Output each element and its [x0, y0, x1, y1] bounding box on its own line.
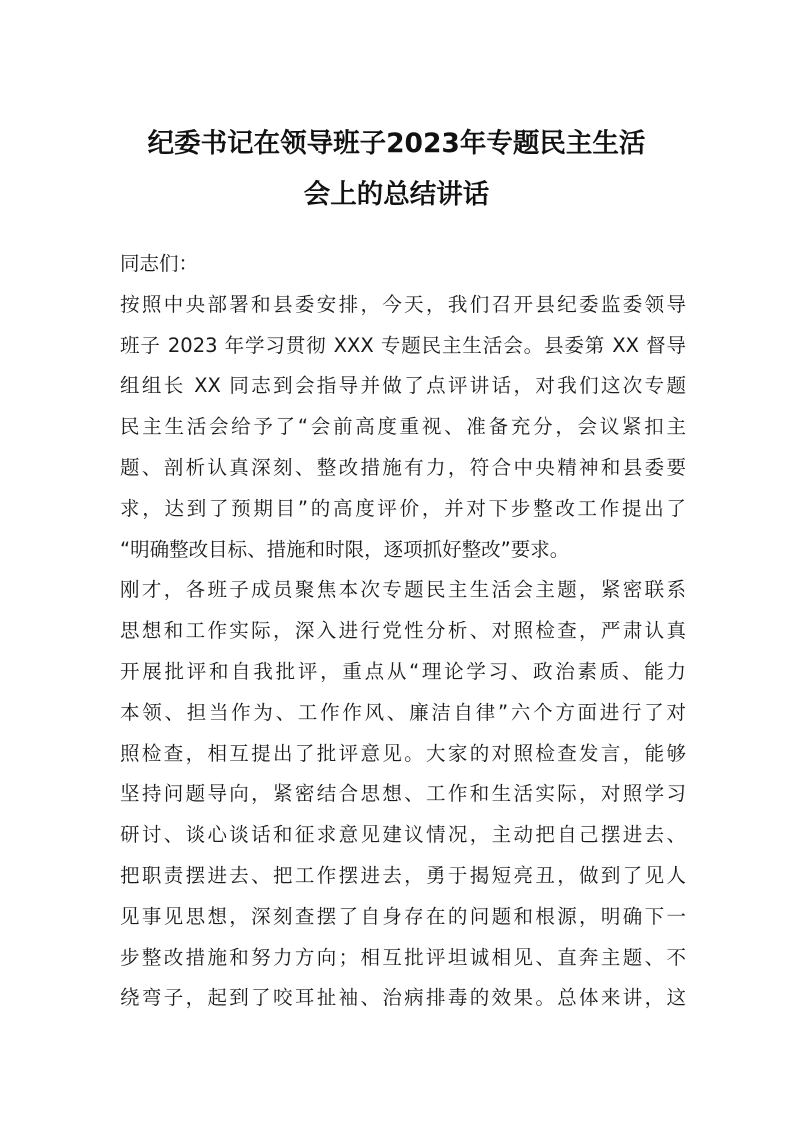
text-line: 思想和工作实际，深入进行党性分析、对照检查，严肃认真: [120, 619, 686, 643]
title-line-1: 纪委书记在领导班子2023年专题民主生活: [147, 128, 646, 159]
text-line: 坚持问题导向，紧密结合思想、工作和生活实际，对照学习: [120, 782, 686, 806]
text-line: 求，达到了预期目”的高度评价，并对下步整改工作提出了: [120, 496, 686, 520]
title-line-2: 会上的总结讲话: [303, 179, 490, 210]
salutation: 同志们：: [120, 252, 199, 275]
text-line: 题、剖析认真深刻、整改措施有力，符合中央精神和县委要: [120, 455, 686, 479]
paragraph-2: [120, 570, 686, 1019]
text-line: “明确整改目标、措施和时限，逐项抓好整改”要求。: [120, 537, 570, 561]
text-line: 按照中央部署和县委安排，今天，我们召开县纪委监委领导: [120, 292, 686, 316]
text-line: 班子 2023 年学习贯彻 XXX 专题民主生活会。县委第 XX 督导: [120, 333, 686, 357]
text-line: 本领、担当作为、工作作风、廉洁自律”六个方面进行了对: [120, 700, 686, 724]
text-line: 组组长 XX 同志到会指导并做了点评讲话，对我们这次专题: [120, 374, 686, 398]
text-line: 见事见思想，深刻查摆了自身存在的问题和根源，明确下一: [120, 904, 686, 928]
document-title: [100, 118, 693, 220]
text-line: 步整改措施和努力方向；相互批评坦诚相见、直奔主题、不: [120, 945, 686, 969]
text-line: 把职责摆进去、把工作摆进去，勇于揭短亮丑，做到了见人: [120, 863, 686, 887]
paragraph-1: [120, 285, 686, 571]
text-line: 绕弯子，起到了咬耳扯袖、治病排毒的效果。总体来讲，这: [120, 986, 686, 1010]
document-body: [120, 244, 686, 1019]
text-line: 民主生活会给予了“会前高度重视、准备充分，会议紧扣主: [120, 415, 686, 439]
text-line: 刚才，各班子成员聚焦本次专题民主生活会主题，紧密联系: [120, 578, 686, 602]
text-line: 照检查，相互提出了批评意见。大家的对照检查发言，能够: [120, 741, 686, 765]
text-line: 研讨、谈心谈话和征求意见建议情况，主动把自己摆进去、: [120, 823, 686, 847]
text-line: 开展批评和自我批评，重点从“理论学习、政治素质、能力: [120, 659, 686, 683]
